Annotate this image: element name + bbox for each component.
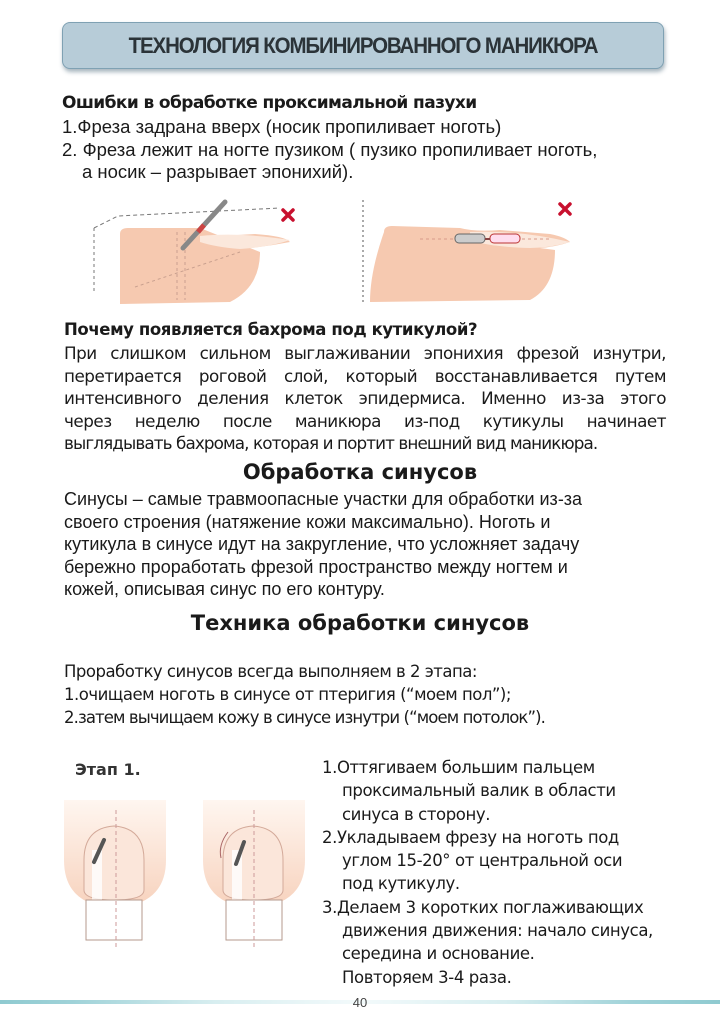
technique-heading: Техника обработки синусов xyxy=(190,611,530,635)
page-title: ТЕХНОЛОГИЯ КОМБИНИРОВАННОГО МАНИКЮРА xyxy=(128,32,598,58)
fringe-line: перетирается роговой слой, который восстанавливается путем xyxy=(64,365,666,386)
illustration-bur-tilted xyxy=(80,192,310,310)
cross-mark-icon xyxy=(283,210,293,220)
technique-line: 1.очищаем ноготь в синусе от птеригия (“моем пол”); xyxy=(64,685,511,704)
fringe-line: При слишком сильном выглаживании эпонихия фрезой изнутри, xyxy=(64,343,666,363)
sinus-heading: Обработка синусов xyxy=(242,460,478,484)
step-line: углом 15-20° от центральной оси xyxy=(342,851,623,871)
bur-shape xyxy=(455,234,485,243)
step-line: 3.Делаем 3 коротких поглаживающих xyxy=(322,897,644,917)
cross-mark-icon xyxy=(560,204,570,214)
technique-line: Проработку синусов всегда выполняем в 2 этапа: xyxy=(64,662,477,681)
header-banner xyxy=(62,22,664,69)
step-line: проксимальный валик в области xyxy=(342,781,616,801)
illustration-bur-flat xyxy=(360,192,590,310)
illustration-sinus-fingers xyxy=(58,800,310,950)
error-item-2: 2. Фреза лежит на ногте пузиком ( пузико пропиливает ноготь, xyxy=(62,139,598,160)
fringe-paragraph xyxy=(64,342,666,455)
errors-heading: Ошибки в обработке проксимальной пазухи xyxy=(62,93,477,113)
fringe-line: выглядывать бахрома, которая и портит внешний вид маникюра. xyxy=(64,433,598,453)
sinus-line: кожей, описывая синус по его контуру. xyxy=(64,579,385,599)
step-line: 2.Укладываем фрезу на ноготь под xyxy=(322,827,619,847)
error-item-2-continued: а носик – разрывает эпонихий). xyxy=(82,161,354,182)
fringe-heading: Почему появляется бахрома под кутикулой? xyxy=(64,320,478,339)
step-line: под кутикулу. xyxy=(342,874,460,894)
step-line: Повторяем 3-4 раза. xyxy=(342,967,512,987)
sinus-paragraph xyxy=(64,488,582,601)
sinus-line: Синусы – самые травмоопасные участки для обработки из-за xyxy=(64,489,583,509)
sinus-line: своего строения (натяжение кожи максимально). Ноготь и xyxy=(64,511,551,532)
page-number: 40 xyxy=(352,995,368,1010)
step-line: движения движения: начало синуса, xyxy=(342,921,653,941)
step-line: синуса в сторону. xyxy=(342,804,491,824)
technique-intro xyxy=(64,660,545,729)
sinus-line: бережно проработать фрезой пространство между ногтем и xyxy=(64,556,568,577)
steps-list xyxy=(322,756,653,989)
fringe-line: интенсивного деления клеток эпидермиса. Именно из-за этого xyxy=(64,388,666,408)
technique-line: 2.затем вычищаем кожу в синусе изнутри (“моем потолок”). xyxy=(64,708,546,727)
step-line: 1.Оттягиваем большим пальцем xyxy=(322,758,595,777)
sinus-line: кутикула в синусе идут на закругление, что усложняет задачу xyxy=(64,534,580,554)
stage-label: Этап 1. xyxy=(75,760,141,779)
fringe-line: через неделю после маникюра из-под кутикулы начинает xyxy=(64,410,666,431)
step-line: середина и основание. xyxy=(342,944,535,964)
error-item-1: 1.Фреза задрана вверх (носик пропиливает ноготь) xyxy=(62,116,502,137)
